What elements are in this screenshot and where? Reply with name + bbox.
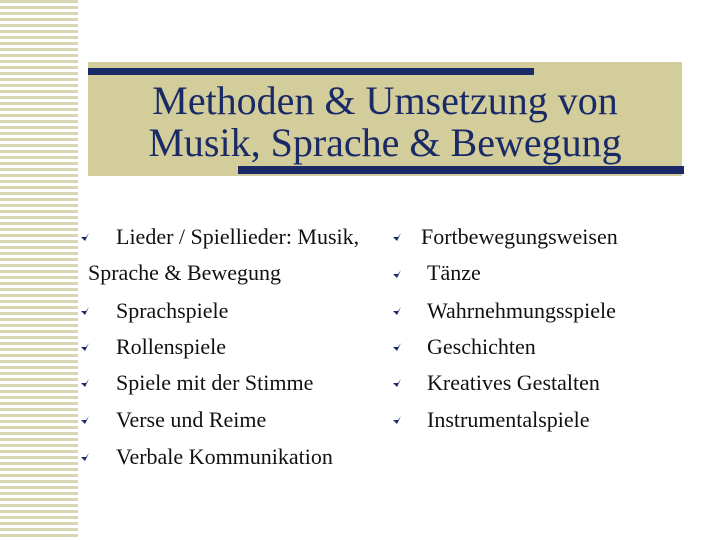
arrow-bullet-icon xyxy=(80,306,90,316)
left-list-item: Lieder / Spiellieder: Musik, xyxy=(116,224,360,249)
arrow-bullet-icon xyxy=(392,378,402,388)
arrow-bullet-icon xyxy=(392,306,402,316)
left-list-item: Sprachspiele xyxy=(116,298,229,323)
right-list-item: Kreatives Gestalten xyxy=(427,370,600,395)
arrow-bullet-icon xyxy=(392,415,402,425)
arrow-bullet-icon xyxy=(392,232,402,242)
left-list-item: Spiele mit der Stimme xyxy=(116,370,314,395)
arrow-bullet-icon xyxy=(80,342,90,352)
decorative-stripes xyxy=(0,0,78,540)
arrow-bullet-icon xyxy=(80,378,90,388)
arrow-bullet-icon xyxy=(392,269,402,279)
arrow-bullet-icon xyxy=(80,452,90,462)
arrow-bullet-icon xyxy=(392,342,402,352)
left-list-item: Rollenspiele xyxy=(116,334,226,359)
right-list-item: Fortbewegungsweisen xyxy=(421,224,618,249)
right-list-item: Geschichten xyxy=(427,334,536,359)
title-accent-bar-bottom xyxy=(238,166,684,174)
slide-title-line-2: Musik, Sprache & Bewegung xyxy=(148,120,622,165)
arrow-bullet-icon xyxy=(80,415,90,425)
arrow-bullet-icon xyxy=(80,232,90,242)
right-list-item: Instrumentalspiele xyxy=(427,407,590,432)
title-accent-bar-top xyxy=(88,68,534,75)
left-list-item: Verse und Reime xyxy=(116,407,267,432)
left-list-item: Verbale Kommunikation xyxy=(116,444,333,469)
left-list-item-continuation: Sprache & Bewegung xyxy=(88,260,282,285)
right-list-item: Wahrnehmungsspiele xyxy=(427,298,616,323)
right-list-item: Tänze xyxy=(427,260,481,285)
slide-title-line-1: Methoden & Umsetzung von xyxy=(152,78,618,123)
slide-title xyxy=(88,80,682,164)
